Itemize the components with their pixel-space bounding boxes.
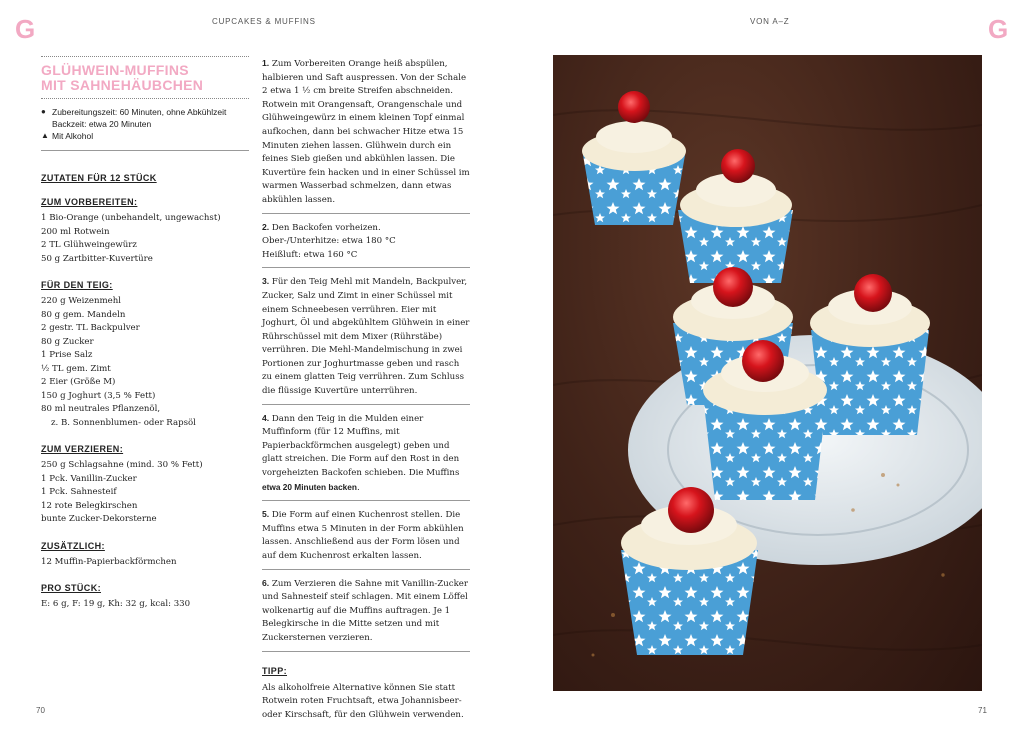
ingredients-heading: ZUTATEN FÜR 12 STÜCK [41, 173, 157, 183]
recipe-left-column [41, 56, 249, 612]
chapter-letter-left: G [15, 14, 36, 44]
divider [262, 404, 470, 405]
alcohol-icon: ▲ [41, 131, 49, 140]
step-5: 5. Die Form auf einen Kuchenrost stellen. Die Muffins etwa 5 Minuten in der Form abkühlen lassen. Anschließend aus der Form lösen und auf dem Kuchenrost erkalten lassen. [262, 509, 464, 561]
recipe-steps-column [262, 57, 470, 722]
recipe-title: GLÜHWEIN-MUFFINS MIT SAHNEHÄUBCHEN [41, 62, 204, 93]
ingredient-list: 250 g Schlagsahne (mind. 30 % Fett) 1 Pck. Vanillin-Zucker 1 Pck. Sahnesteif 12 rote Belegkirschen bunte Zucker-Dekorsterne [41, 460, 203, 524]
ingredient-list: 220 g Weizenmehl 80 g gem. Mandeln 2 gestr. TL Backpulver 80 g Zucker 1 Prise Salz ½ TL gem. Zimt 2 Eier (Größe M) 150 g Joghurt (3,5 % Fett) 80 ml neutrales Pflanzenöl, z. B. Sonnenblumen- oder Rapsöl [41, 296, 196, 428]
recipe-meta: ● Zubereitungszeit: 60 Minuten, ohne Abkühlzeit Backzeit: etwa 20 Minuten ▲ Mit Alkohol [41, 107, 227, 141]
chapter-letter-right: G [988, 14, 1009, 44]
running-header-right: VON A–Z [750, 17, 790, 26]
step-3: 3. Für den Teig Mehl mit Mandeln, Backpulver, Zucker, Salz und Zimt in einer Schüssel mit einem Schneebesen verrühren. Eier mit Joghurt, Öl und abgekühltem Glühwein in einer Rührschüssel mit dem Mixer (Rührstäbe) verrühren. Die Mehl-Mandelmischung in zwei Portionen zur Joghurtmasse geben und rasch zu einem glatten Teig verrühren. Zum Schluss die flüssige Kuvertüre unterrühren. [262, 276, 470, 397]
step-1: 1. Zum Vorbereiten Orange heiß abspülen, halbieren und Saft auspressen. Von der Schale 2 etwa 1 ½ cm breite Streifen abschneiden. Rotwein mit Orangensaft, Orangenschale und Glühweingewürz in einem kleinen Topf einmal aufkochen, dann bei schwacher Hitze etwa 15 Minuten ziehen lassen. Glühwein durch ein feines Sieb gießen und abkühlen lassen. Die Kuvertüre fein hacken und in einer Schüssel im warmen Wasserbad schmelzen, dann etwas abkühlen lassen. [262, 58, 470, 205]
section-heading-dough: FÜR DEN TEIG: [41, 280, 113, 290]
tip-text: Als alkoholfreie Alternative können Sie statt Rotwein roten Fruchtsaft, etwa Johannisbeer- oder Kirschsaft, für den Glühwein verwenden. [262, 682, 464, 720]
cupcakes-illustration [553, 55, 982, 691]
step-4: 4. Dann den Teig in die Mulden einer Muffinform (für 12 Muffins, mit Papierbackförmchen ausgelegt) geben und glatt streichen. Die Form auf den Rost in den vorgeheizten Backofen schieben. Die Muffins etwa 20 Minuten backen. [262, 412, 460, 493]
nutrition-values: E: 6 g, F: 19 g, Kh: 32 g, kcal: 330 [41, 599, 191, 609]
divider [41, 150, 249, 151]
ingredient-list: 1 Bio-Orange (unbehandelt, ungewachst) 200 ml Rotwein 2 TL Glühweingewürz 50 g Zartbitter-Kuvertüre [41, 213, 221, 264]
tip-heading: TIPP: [262, 665, 288, 676]
section-heading-extra: ZUSÄTZLICH: [41, 540, 105, 551]
section-heading-nutrition: PRO STÜCK: [41, 583, 101, 593]
page-number-left: 70 [36, 706, 45, 715]
step-6: 6. Zum Verzieren die Sahne mit Vanillin-Zucker und Sahnesteif steif schlagen. Mit einem Löffel wolkenartig auf die Muffins auftragen. Je 1 Belegkirsche in die Mitte setzen und mit Zuckersternen verzieren. [262, 577, 469, 643]
page-number-right: 71 [978, 706, 987, 715]
divider [262, 213, 470, 214]
divider [262, 569, 470, 570]
section-heading-decor: ZUM VERZIEREN: [41, 444, 124, 454]
divider [262, 267, 470, 268]
clock-icon: ● [41, 107, 46, 116]
section-heading-prep: ZUM VORBEREITEN: [41, 197, 138, 207]
step-2: 2. Den Backofen vorheizen. Ober-/Unterhitze: etwa 180 °C Heißluft: etwa 160 °C [262, 221, 396, 260]
cupcakes-photo [553, 55, 982, 691]
divider [262, 651, 470, 652]
divider [41, 98, 249, 99]
divider [262, 500, 470, 501]
running-header-left: CUPCAKES & MUFFINS [212, 17, 316, 26]
ingredient-list: 12 Muffin-Papierbackförmchen [41, 556, 177, 567]
